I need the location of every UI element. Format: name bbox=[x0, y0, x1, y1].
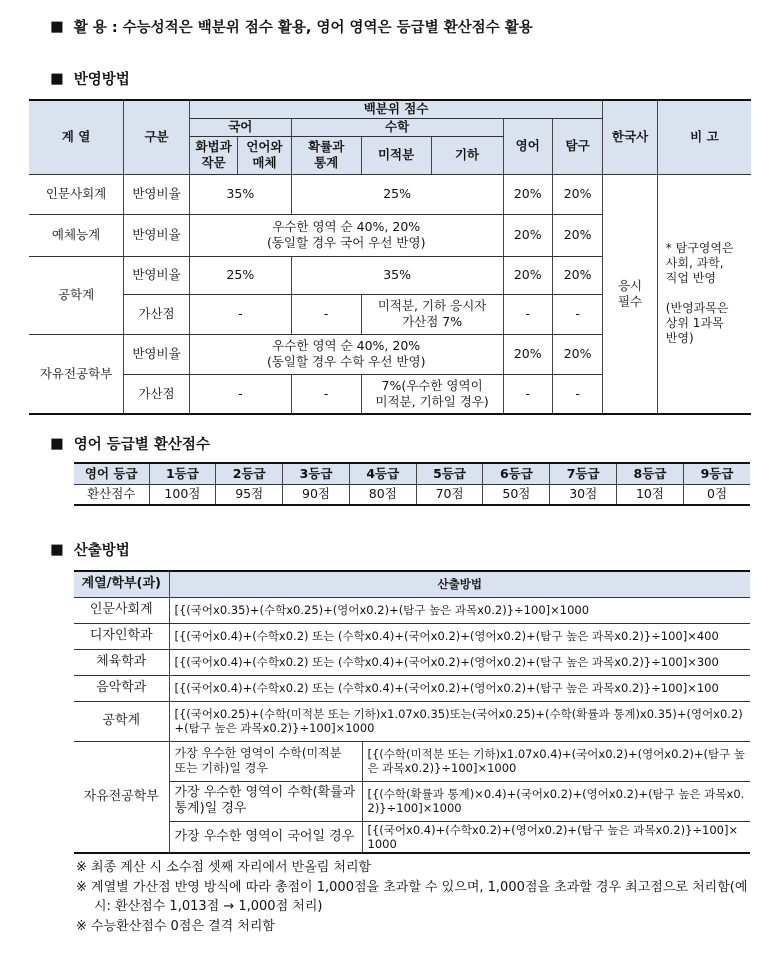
condition-cell: 가장 우수한 영역이 국어일 경우 bbox=[169, 821, 362, 853]
score-row bbox=[74, 484, 750, 505]
grade-header-cell: 6등급 bbox=[483, 463, 550, 484]
calc-geo-value: 미적분, 기하 응시자 가산점 7% bbox=[361, 294, 503, 334]
inquiry-value: - bbox=[552, 374, 602, 414]
header-dept: 계열/학부(과) bbox=[74, 571, 169, 597]
inquiry-value: 20% bbox=[552, 174, 602, 214]
prob-stat-value: - bbox=[291, 374, 361, 414]
series-cell: 공학계 bbox=[29, 256, 124, 334]
table-row bbox=[74, 701, 750, 741]
english-value: 20% bbox=[503, 174, 552, 214]
header-calculus: 미적분 bbox=[361, 136, 431, 174]
calculation-method-table bbox=[74, 570, 750, 854]
table-row bbox=[74, 741, 750, 781]
section-heading-english bbox=[50, 433, 210, 454]
korean-value: 35% bbox=[189, 174, 291, 214]
series-cell: 인문사회계 bbox=[29, 174, 124, 214]
korean-value: - bbox=[189, 374, 291, 414]
english-grade-table bbox=[74, 462, 750, 506]
english-value: 20% bbox=[503, 214, 552, 256]
footnotes bbox=[76, 858, 756, 936]
header-korean: 국어 bbox=[189, 118, 291, 136]
score-cell: 환산점수 bbox=[74, 484, 149, 505]
score-cell: 95점 bbox=[216, 484, 283, 505]
score-cell: 50점 bbox=[483, 484, 550, 505]
condition-cell: 가장 우수한 영역이 수학(미적분 또는 기하)일 경우 bbox=[169, 741, 362, 781]
footnote: ※ 수능환산점수 0점은 결격 처리함 bbox=[76, 918, 275, 934]
grade-header-cell: 3등급 bbox=[283, 463, 350, 484]
grade-header-cell: 1등급 bbox=[149, 463, 216, 484]
header-language-media: 언어와 매체 bbox=[238, 136, 291, 174]
grade-header-cell: 2등급 bbox=[216, 463, 283, 484]
series-cell: 예체능계 bbox=[29, 214, 124, 256]
table-row bbox=[74, 821, 750, 853]
header-gubun: 구분 bbox=[124, 100, 190, 174]
score-cell: 100점 bbox=[149, 484, 216, 505]
gubun-cell: 반영비율 bbox=[124, 214, 190, 256]
condition-cell: 가장 우수한 영역이 수학(확률과 통계)일 경우 bbox=[169, 781, 362, 821]
footnote: ※ 계열별 가산점 반영 방식에 따라 총점이 1,000점을 초과할 수 있으며, 1,000점을 초과할 경우 최고점으로 처리함(예시: 환산점수 1,013점 → 1,000점 처리) bbox=[76, 879, 748, 914]
korean-value: - bbox=[189, 294, 291, 334]
series-cell: 자유전공학부 bbox=[29, 334, 124, 414]
formula-cell: [{(국어x0.4)+(수학x0.2) 또는 (수학x0.4)+(국어x0.2)+(영어x0.2)+(탐구 높은 과목x0.2)}÷100]×400 bbox=[169, 623, 750, 649]
section-heading-calculation bbox=[50, 539, 130, 560]
usage-text: 활 용 : 수능성적은 백분위 점수 활용, 영어 영역은 등급별 환산점수 활용 bbox=[73, 20, 533, 36]
gubun-cell: 반영비율 bbox=[124, 256, 190, 294]
math-value: 35% bbox=[291, 256, 503, 294]
score-cell: 0점 bbox=[683, 484, 750, 505]
score-cell: 30점 bbox=[550, 484, 617, 505]
header-english: 영어 bbox=[503, 118, 552, 174]
table-row bbox=[74, 781, 750, 821]
grade-header-cell: 9등급 bbox=[683, 463, 750, 484]
formula-cell: [{(국어x0.4)+(수학x0.2)+(영어x0.2)+(탐구 높은 과목x0.2)}÷100]×1000 bbox=[362, 821, 750, 853]
grade-header-cell: 4등급 bbox=[349, 463, 416, 484]
header-percentile: 백분위 점수 bbox=[189, 100, 602, 118]
english-value: - bbox=[503, 374, 552, 414]
table-row bbox=[74, 649, 750, 675]
history-required: 응시 필수 bbox=[603, 174, 658, 414]
english-value: 20% bbox=[503, 334, 552, 374]
header-note: 비 고 bbox=[657, 100, 751, 174]
header-geometry: 기하 bbox=[431, 136, 503, 174]
header-inquiry: 탐구 bbox=[552, 118, 602, 174]
gubun-cell: 반영비율 bbox=[124, 174, 190, 214]
combined-value: 우수한 영역 순 40%, 20% (동일할 경우 국어 우선 반영) bbox=[189, 214, 503, 256]
section-title: 산출방법 bbox=[73, 543, 130, 559]
score-cell: 70점 bbox=[416, 484, 483, 505]
header-speech-writing: 화법과 작문 bbox=[189, 136, 237, 174]
reflection-method-table bbox=[29, 99, 751, 415]
note-inquiry: * 탐구영역은 사회, 과학, 직업 반영 (반영과목은 상위 1과목 반영) bbox=[657, 174, 751, 414]
header-math: 수학 bbox=[291, 118, 503, 136]
section-marker: ■ bbox=[50, 435, 64, 452]
gubun-cell: 가산점 bbox=[124, 374, 190, 414]
formula-cell: [{(국어x0.35)+(수학x0.25)+(영어x0.2)+(탐구 높은 과목x0.2)}÷100]×1000 bbox=[169, 597, 750, 623]
section-marker: ■ bbox=[50, 70, 64, 87]
table-row bbox=[74, 623, 750, 649]
usage-line bbox=[50, 16, 533, 37]
header-series: 계 열 bbox=[29, 100, 124, 174]
english-value: - bbox=[503, 294, 552, 334]
dept-cell: 체육학과 bbox=[74, 649, 169, 675]
inquiry-value: 20% bbox=[552, 214, 602, 256]
score-cell: 10점 bbox=[617, 484, 684, 505]
inquiry-value: 20% bbox=[552, 256, 602, 294]
dept-cell: 음악학과 bbox=[74, 675, 169, 701]
section-title: 반영방법 bbox=[73, 72, 130, 88]
header-history: 한국사 bbox=[603, 100, 658, 174]
korean-value: 25% bbox=[189, 256, 291, 294]
dept-cell: 자유전공학부 bbox=[74, 741, 169, 853]
inquiry-value: 20% bbox=[552, 334, 602, 374]
table-row bbox=[74, 597, 750, 623]
dept-cell: 공학계 bbox=[74, 701, 169, 741]
grade-header-cell: 7등급 bbox=[550, 463, 617, 484]
grade-header-cell: 8등급 bbox=[617, 463, 684, 484]
table-row bbox=[29, 174, 751, 214]
formula-cell: [{(국어x0.25)+(수학(미적분 또는 기하)x1.07x0.35)또는(국어x0.25)+(수학(확률과 통계)x0.35)+(영어x0.2)+(탐구 높은 과목x0.2)}÷100]×1000 bbox=[169, 701, 750, 741]
section-heading-method bbox=[50, 68, 130, 89]
calc-geo-value: 7%(우수한 영역이 미적분, 기하일 경우) bbox=[361, 374, 503, 414]
formula-cell: [{(국어x0.4)+(수학x0.2) 또는 (수학x0.4)+(국어x0.2)+(영어x0.2)+(탐구 높은 과목x0.2)}÷100]×100 bbox=[169, 675, 750, 701]
score-cell: 90점 bbox=[283, 484, 350, 505]
dept-cell: 인문사회계 bbox=[74, 597, 169, 623]
usage-marker: ■ bbox=[50, 18, 64, 35]
score-cell: 80점 bbox=[349, 484, 416, 505]
grade-header-row bbox=[74, 463, 750, 484]
table-row bbox=[74, 675, 750, 701]
gubun-cell: 가산점 bbox=[124, 294, 190, 334]
math-value: 25% bbox=[291, 174, 503, 214]
formula-cell: [{(수학(미적분 또는 기하)x1.07x0.4)+(국어x0.2)+(영어x0.2)+(탐구 높은 과목x0.2)}÷100]×1000 bbox=[362, 741, 750, 781]
prob-stat-value: - bbox=[291, 294, 361, 334]
section-marker: ■ bbox=[50, 541, 64, 558]
inquiry-value: - bbox=[552, 294, 602, 334]
combined-value: 우수한 영역 순 40%, 20% (동일할 경우 수학 우선 반영) bbox=[189, 334, 503, 374]
gubun-cell: 반영비율 bbox=[124, 334, 190, 374]
section-title: 영어 등급별 환산점수 bbox=[73, 437, 210, 453]
grade-header-cell: 5등급 bbox=[416, 463, 483, 484]
english-value: 20% bbox=[503, 256, 552, 294]
header-probability-statistics: 확률과 통계 bbox=[291, 136, 361, 174]
formula-cell: [{(수학(확률과 통계)×0.4)+(국어x0.2)+(영어x0.2)+(탐구 높은 과목x0.2)}÷100]×1000 bbox=[362, 781, 750, 821]
grade-header-cell: 영어 등급 bbox=[74, 463, 149, 484]
header-method: 산출방법 bbox=[169, 571, 750, 597]
dept-cell: 디자인학과 bbox=[74, 623, 169, 649]
formula-cell: [{(국어x0.4)+(수학x0.2) 또는 (수학x0.4)+(국어x0.2)+(영어x0.2)+(탐구 높은 과목x0.2)}÷100]×300 bbox=[169, 649, 750, 675]
footnote: ※ 최종 계산 시 소수점 셋째 자리에서 반올림 처리함 bbox=[76, 860, 372, 875]
